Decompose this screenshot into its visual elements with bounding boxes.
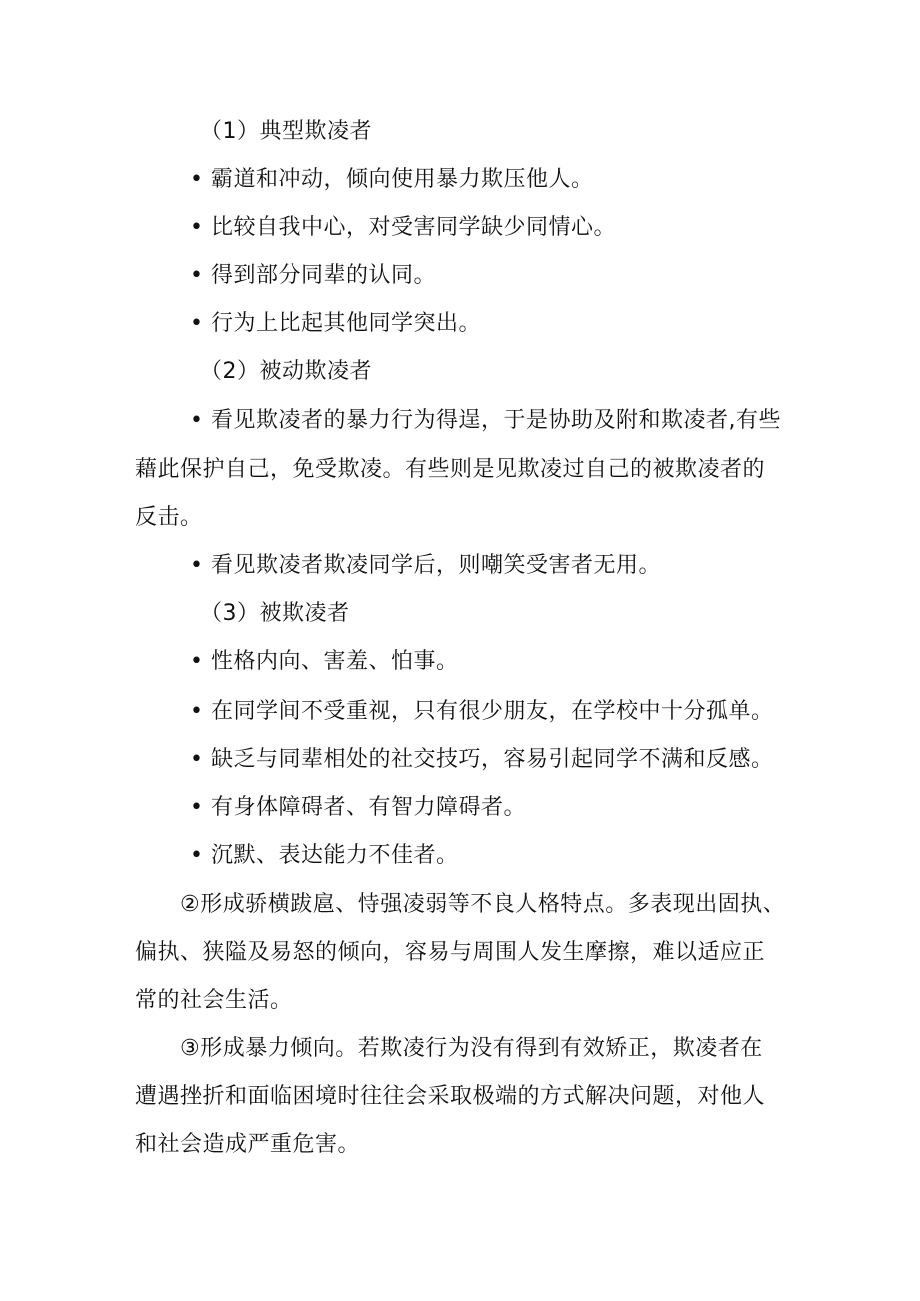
paragraph-line: 偏执、狭隘及易怒的倾向，容易与周围人发生摩擦，难以适应正	[135, 940, 766, 965]
bullet-item: • 性格内向、害羞、怕事。	[190, 649, 459, 674]
bullet-item: • 比较自我中心，对受害同学缺少同情心。	[190, 215, 616, 240]
paragraph-line: ②形成骄横跋扈、恃强凌弱等不良人格特点。多表现出固执、	[180, 892, 786, 917]
paragraph-line: • 看见欺凌者的暴力行为得逞，于是协助及附和欺凌者,有些	[190, 408, 781, 433]
bullet-item: • 沉默、表达能力不佳者。	[190, 843, 459, 868]
bullet-item: • 霸道和冲动，倾向使用暴力欺压他人。	[190, 167, 594, 192]
paragraph-line: 和社会造成严重危害。	[135, 1132, 361, 1157]
bullet-item: • 得到部分同辈的认同。	[190, 263, 436, 288]
heading-typical-bully: （1）典型欺凌者	[200, 119, 372, 144]
paragraph-line: 常的社会生活。	[135, 988, 293, 1013]
paragraph-line: ③形成暴力倾向。若欺凌行为没有得到有效矫正，欺凌者在	[180, 1036, 763, 1061]
paragraph-line: 藉此保护自己，免受欺凌。有些则是见欺凌过自己的被欺凌者的	[135, 457, 766, 482]
heading-passive-bully: （2）被动欺凌者	[200, 359, 372, 384]
bullet-item: • 看见欺凌者欺凌同学后，则嘲笑受害者无用。	[190, 553, 661, 578]
bullet-item: • 有身体障碍者、有智力障碍者。	[190, 795, 526, 820]
bullet-item: • 缺乏与同辈相处的社交技巧，容易引起同学不满和反感。	[190, 747, 774, 772]
bullet-item: • 行为上比起其他同学突出。	[190, 311, 481, 336]
paragraph-line: 反击。	[135, 505, 203, 530]
bullet-item: • 在同学间不受重视，只有很少朋友，在学校中十分孤单。	[190, 699, 774, 724]
heading-victim: （3）被欺凌者	[200, 601, 350, 626]
paragraph-line: 遭遇挫折和面临困境时往往会采取极端的方式解决问题，对他人	[135, 1084, 766, 1109]
